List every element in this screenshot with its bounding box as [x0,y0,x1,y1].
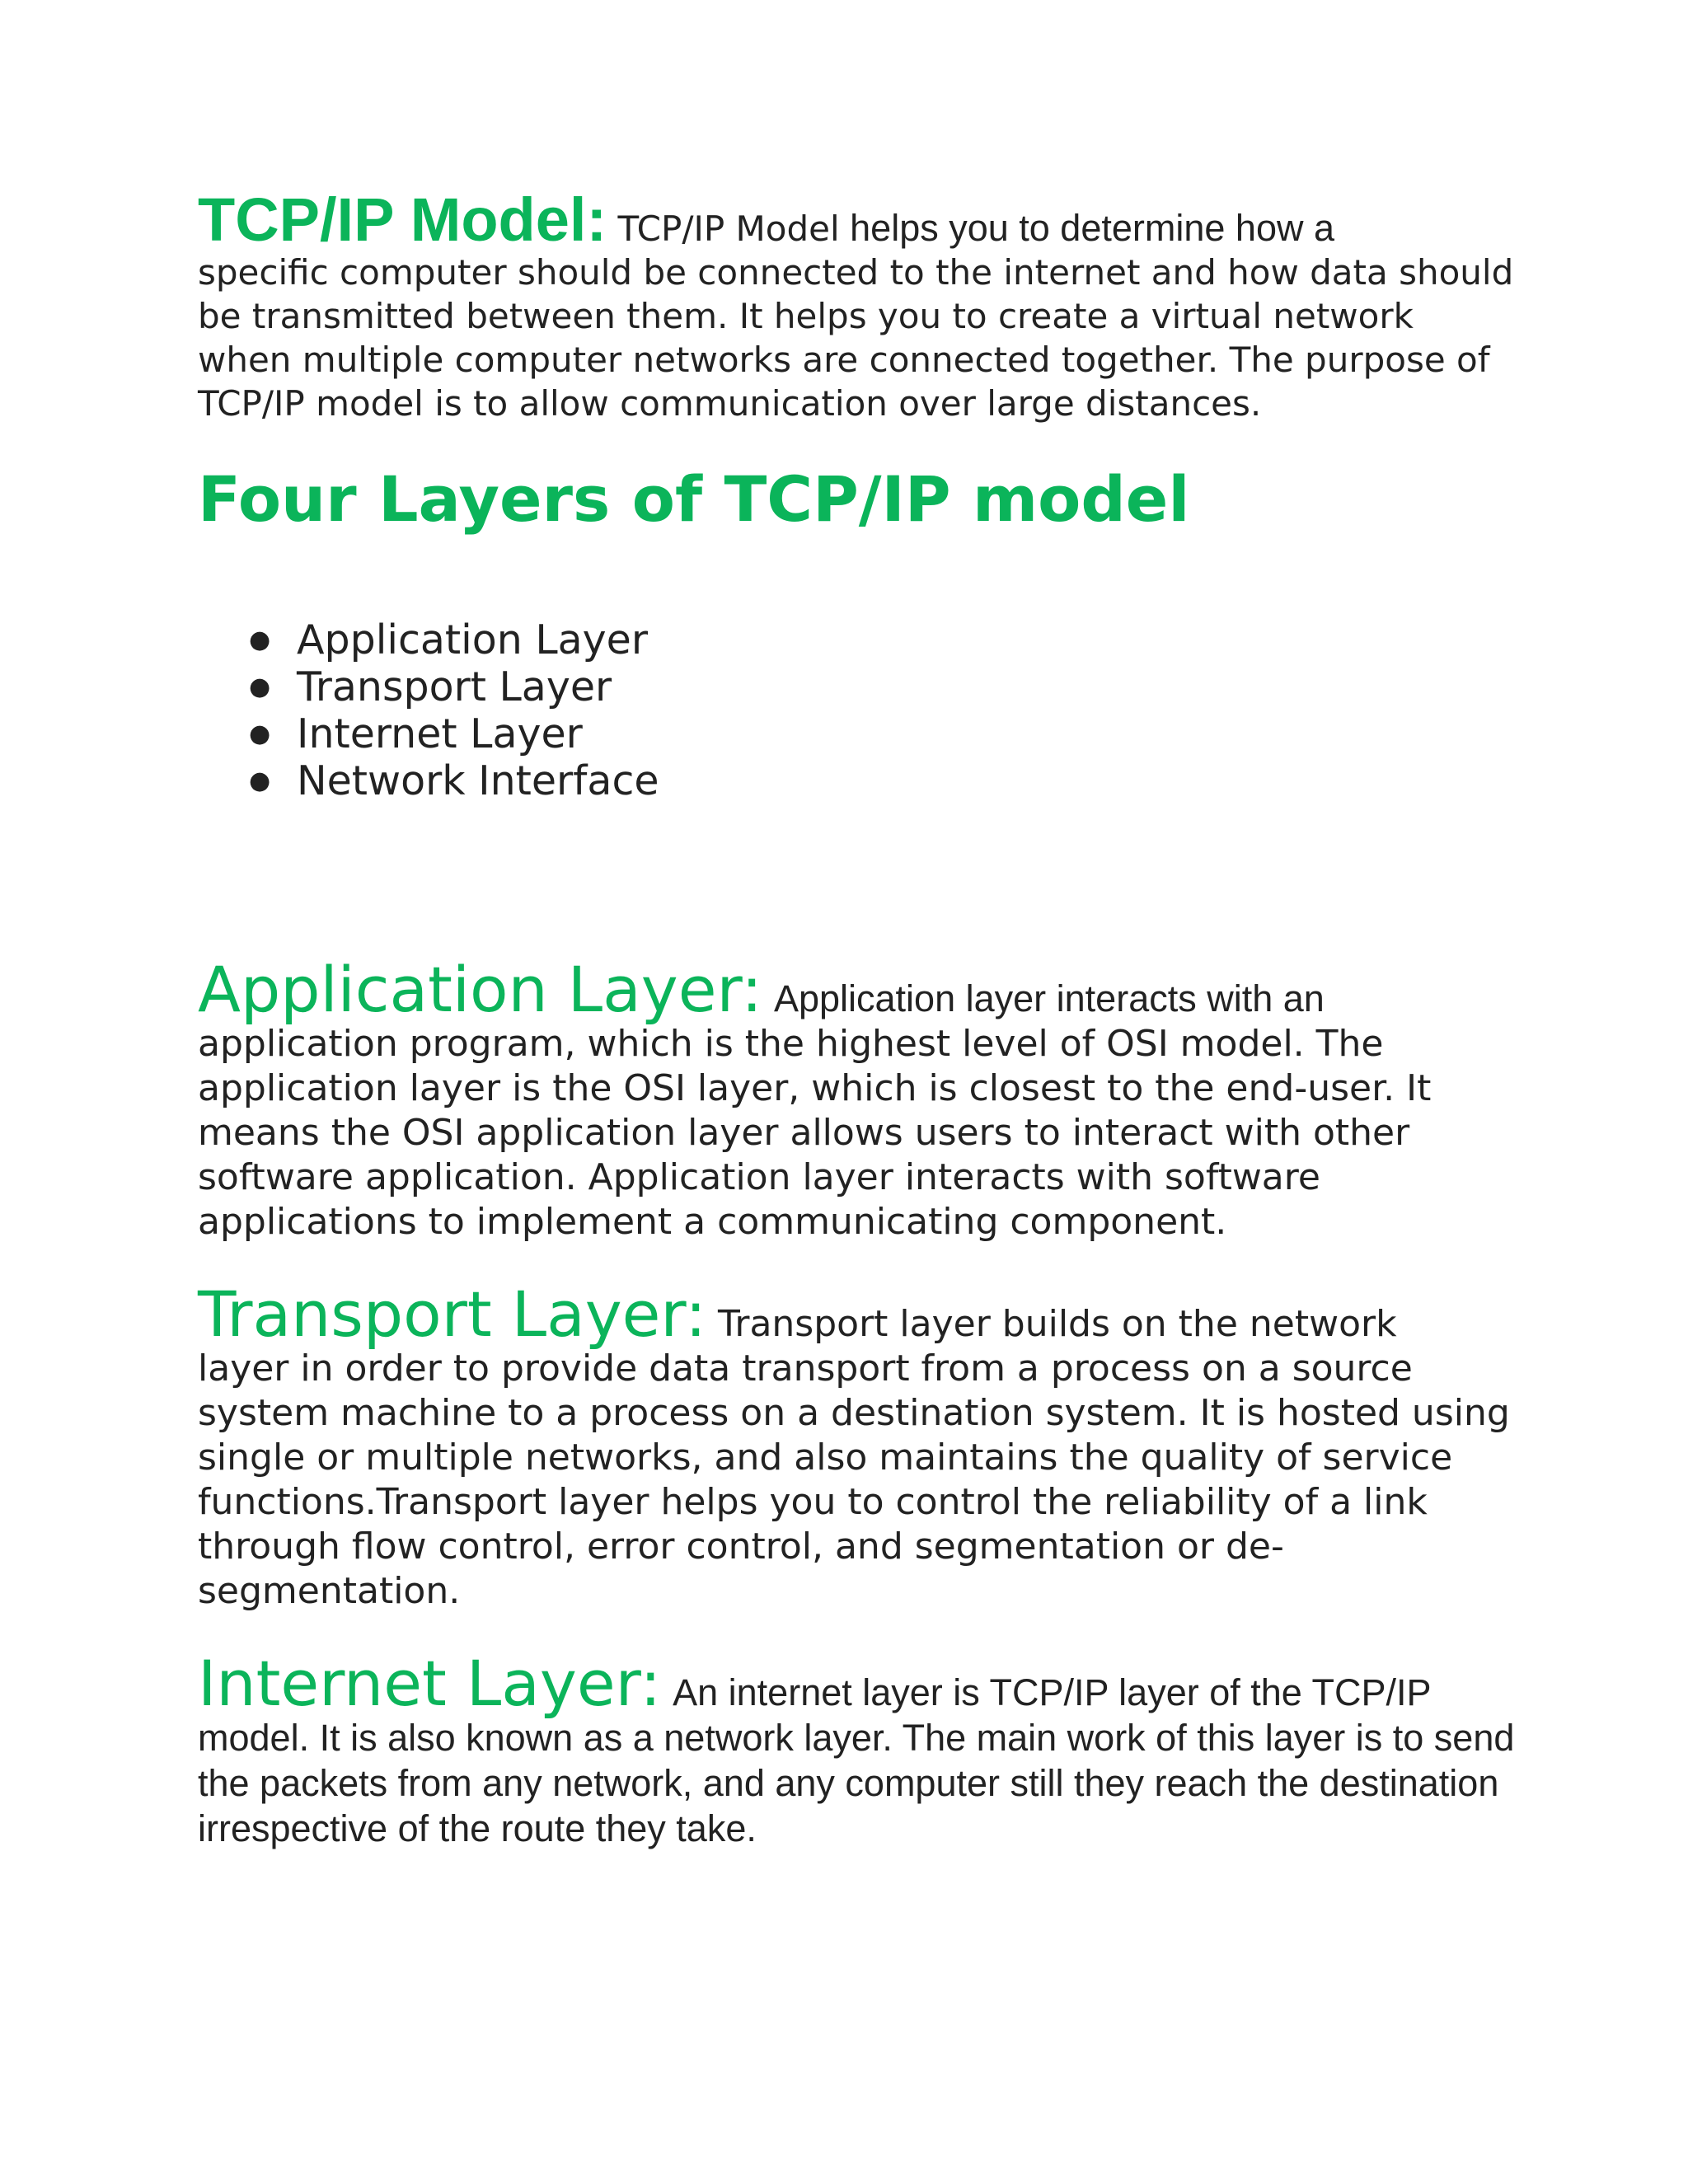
list-item: ● Internet Layer [249,710,583,757]
application-first-words: Application layer interacts with an [773,977,1325,1019]
application-layer-title: Application Layer: [198,953,762,1026]
intro-first-rest: helps you to determine how a [839,207,1334,249]
intro-paragraph [198,185,1517,425]
intro-title: TCP/IP Model: [198,185,607,254]
list-item: ● Transport Layer [249,663,612,710]
application-layer-paragraph [198,953,1517,1244]
list-item: ● Network Interface [249,757,659,804]
internet-first-words: An internet layer is TCP/IP layer of the TCP/IP [673,1671,1432,1713]
intro-body: specific computer should be connected to the internet and how data should be transmitted between them. It helps you to create a virtual network when multiple computer networks are connected together. The purpose of TCP/IP model is to allow communication over large distances. [198,252,1514,424]
bullet-icon: ● [249,719,271,748]
layers-heading: Four Layers of TCP/IP model [198,462,1190,536]
bullet-icon: ● [249,766,271,795]
layers-list [198,616,1517,804]
transport-layer-title: Transport Layer: [198,1277,706,1351]
document-page [198,185,1517,1852]
transport-first-words: Transport layer builds on the network [717,1303,1397,1345]
list-item: ● Application Layer [249,616,648,663]
internet-body: model. It is also known as a network layer. The main work of this layer is to send the packets from any network, and any computer still they reach the destination irrespective of the route they take. [198,1717,1515,1849]
transport-body: layer in order to provide data transport from a process on a source system machine to a process on a destination system. It is hosted using single or multiple networks, and also maintains the quality of service functions.Transport layer helps you to control the reliability of a link through flow control, error control, and segmentation or de-segmentation. [198,1347,1510,1612]
internet-layer-title: Internet Layer: [198,1647,662,1720]
intro-first-words: TCP/IP Model [617,209,840,249]
internet-layer-paragraph [198,1647,1517,1852]
transport-layer-paragraph [198,1277,1517,1614]
bullet-icon: ● [249,673,271,701]
bullet-icon: ● [249,626,271,654]
application-body: application program, which is the highest level of OSI model. The application layer is the OSI layer, which is closest to the end-user. It means the OSI application layer allows users to interact with other software application. Application layer interacts with software applications to implement a communicating component. [198,1023,1432,1243]
